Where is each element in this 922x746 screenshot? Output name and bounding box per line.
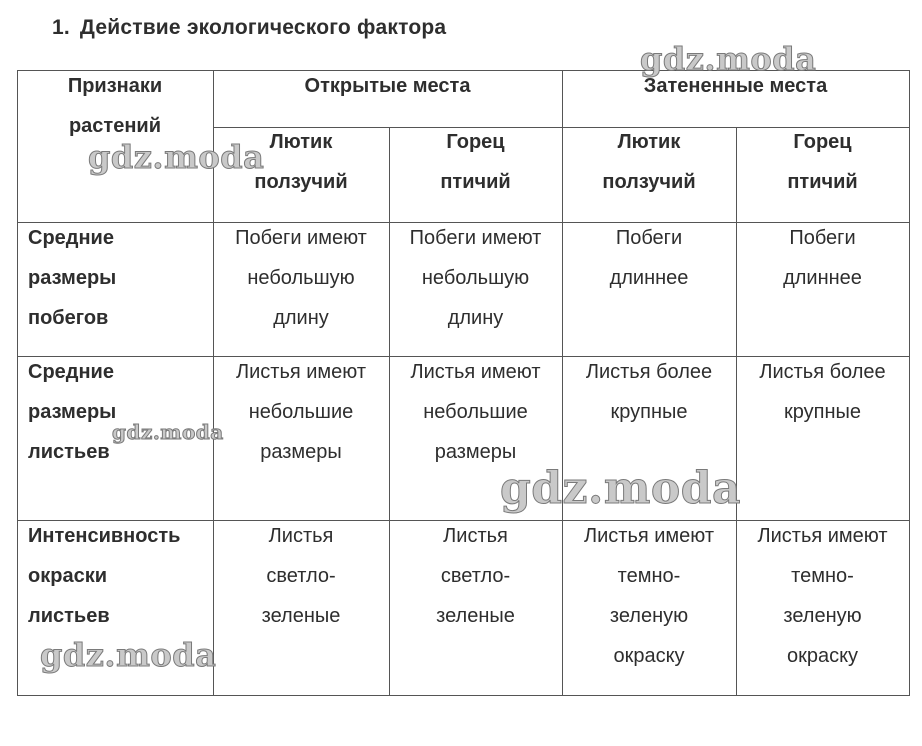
watermark: gdz.moda <box>88 138 265 176</box>
table-cell <box>389 352 562 472</box>
cell-line: светло- <box>266 565 336 587</box>
row-label-line: листьев <box>28 441 110 463</box>
cell-line: небольшую <box>247 267 355 289</box>
cell-line: Побеги <box>789 227 856 249</box>
table-cell <box>736 516 909 676</box>
table-border-right <box>909 70 910 696</box>
species-line: Лютик <box>617 131 681 153</box>
task-number: 1. <box>52 16 70 39</box>
cell-line: Листья <box>443 525 508 547</box>
header-shaded-label: Затененные места <box>643 75 828 97</box>
cell-line: длину <box>273 307 329 329</box>
species-line: ползучий <box>254 171 348 193</box>
cell-line: небольшую <box>421 267 530 289</box>
cell-line: Листья имеют <box>583 525 715 547</box>
cell-line: небольшие <box>248 401 354 423</box>
cell-line: размеры <box>260 441 342 463</box>
table-cell <box>562 516 736 676</box>
cell-line: темно- <box>617 565 681 587</box>
header-species <box>389 122 562 202</box>
header-feature-line: Признаки <box>67 75 163 97</box>
table-cell <box>562 218 736 298</box>
species-line: Лютик <box>269 131 333 153</box>
cell-line: темно- <box>791 565 854 587</box>
cell-line: размеры <box>434 441 517 463</box>
cell-line: длину <box>447 307 504 329</box>
table-cell <box>213 352 389 472</box>
cell-line: зеленые <box>436 605 515 627</box>
species-line: птичий <box>440 171 511 193</box>
table-cell <box>389 218 562 338</box>
species-line: Горец <box>793 131 852 153</box>
row-label <box>28 352 208 472</box>
cell-line: Листья имеют <box>410 361 541 383</box>
header-feature <box>17 66 213 146</box>
cell-line: крупные <box>610 401 688 423</box>
cell-line: Листья имеют <box>757 525 888 547</box>
row-label-line: побегов <box>28 307 109 329</box>
table-cell <box>213 516 389 636</box>
cell-line: окраску <box>786 645 859 667</box>
species-line: ползучий <box>602 171 696 193</box>
cell-line: небольшие <box>423 401 528 423</box>
header-species <box>736 122 909 202</box>
row-label-line: размеры <box>28 401 117 423</box>
watermark: gdz.moda <box>112 420 224 444</box>
cell-line: Листья более <box>585 361 713 383</box>
row-label-line: Средние <box>28 361 114 383</box>
table-cell <box>736 352 909 432</box>
watermark: gdz.moda <box>640 40 817 78</box>
cell-line: зеленую <box>609 605 689 627</box>
table-border-bottom <box>17 695 910 696</box>
cell-line: Побеги имеют <box>409 227 542 249</box>
watermark: gdz.moda <box>500 463 742 514</box>
cell-line: крупные <box>783 401 862 423</box>
watermark: gdz.moda <box>40 636 217 674</box>
cell-line: светло- <box>440 565 511 587</box>
row-label-line: листьев <box>28 605 110 627</box>
cell-line: окраску <box>613 645 685 667</box>
row-label-line: Средние <box>28 227 114 249</box>
table-border-left <box>17 70 18 696</box>
cell-line: Листья <box>268 525 334 547</box>
table-cell <box>562 352 736 432</box>
task-title: Действие экологического фактора <box>79 16 447 39</box>
row-label-line: размеры <box>28 267 117 289</box>
cell-line: зеленые <box>261 605 341 627</box>
cell-line: зеленую <box>783 605 862 627</box>
cell-line: Листья более <box>759 361 886 383</box>
species-line: Горец <box>446 131 505 153</box>
table-cell <box>213 218 389 338</box>
table-cell <box>736 218 909 298</box>
cell-line: Листья имеют <box>235 361 367 383</box>
row-label-line: окраски <box>28 565 107 587</box>
cell-line: Побеги <box>615 227 683 249</box>
header-open-label: Открытые места <box>304 75 471 97</box>
row-label <box>28 516 212 636</box>
header-open-places <box>213 66 562 106</box>
table-cell <box>389 516 562 636</box>
cell-line: длиннее <box>783 267 862 289</box>
row-label <box>28 218 208 338</box>
species-line: птичий <box>787 171 858 193</box>
header-feature-line: растений <box>68 115 162 137</box>
cell-line: длиннее <box>609 267 689 289</box>
header-species <box>562 122 736 202</box>
cell-line: Побеги имеют <box>235 227 367 249</box>
row-label-line: Интенсивность <box>28 525 181 547</box>
